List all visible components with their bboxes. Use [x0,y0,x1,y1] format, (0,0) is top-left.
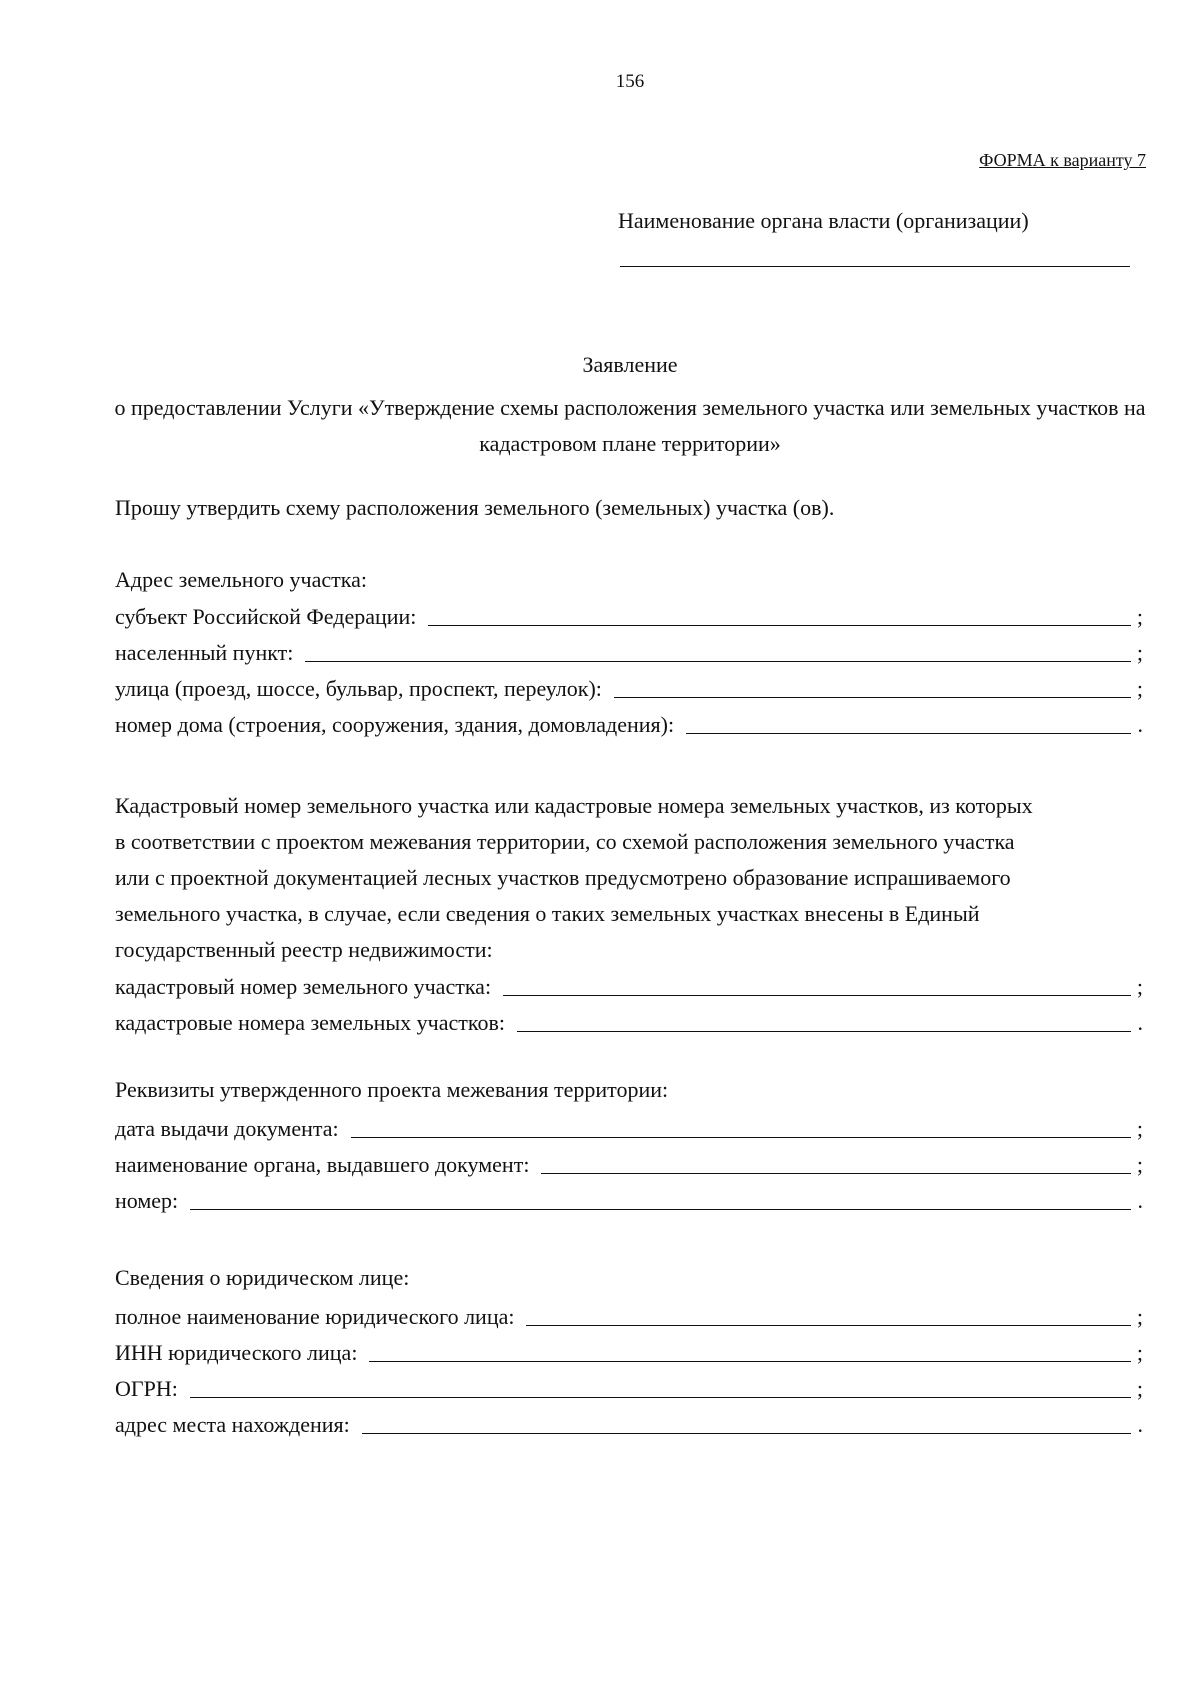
cadastral-line-4: земельного участка, в случае, если сведения о таких земельных участках внесены в Единый [115,901,980,926]
address-street-field[interactable] [614,697,1131,698]
legal-address-row [115,1406,1143,1442]
request-text: Прошу утвердить схему расположения земельного (земельных) участка (ов). [115,495,835,520]
legal-ogrn-row [115,1370,1143,1406]
address-region-end: ; [1136,604,1143,629]
legal-address-field[interactable] [362,1433,1131,1434]
project-issuer-field[interactable] [541,1173,1131,1174]
legal-address-label: адрес места нахождения: [115,1412,350,1437]
address-region-label: субъект Российской Федерации: [115,604,417,629]
cadastral-number-field[interactable] [503,995,1131,996]
project-date-field[interactable] [351,1137,1131,1138]
legal-inn-row [115,1334,1143,1370]
address-house-label: номер дома (строения, сооружения, здания, домовладения): [115,712,675,737]
legal-address-end: . [1137,1412,1143,1437]
cadastral-number-label: кадастровый номер земельного участка: [115,974,492,999]
address-street-row [115,670,1143,706]
project-number-end: . [1137,1188,1143,1213]
authority-label: Наименование органа власти (организации) [618,208,1029,233]
cadastral-line-2: в соответствии с проектом межевания территории, со схемой расположения земельного участка [115,829,1015,854]
address-house-row [115,706,1143,742]
cadastral-numbers-label: кадастровые номера земельных участков: [115,1010,505,1035]
legal-name-row [115,1298,1143,1334]
cadastral-paragraph [115,788,1145,968]
project-number-row [115,1182,1143,1218]
legal-inn-field[interactable] [369,1361,1131,1362]
address-region-field[interactable] [428,625,1131,626]
project-heading: Реквизиты утвержденного проекта межевания территории: [115,1077,669,1102]
project-issuer-row [115,1146,1143,1182]
address-heading: Адрес земельного участка: [115,567,368,592]
cadastral-line-3: или с проектной документацией лесных участков предусмотрено образование испрашиваемого [115,865,1011,890]
address-house-field[interactable] [686,733,1131,734]
project-number-field[interactable] [190,1209,1131,1210]
authority-field[interactable] [620,266,1130,267]
cadastral-number-row [115,968,1143,1004]
cadastral-number-end: ; [1136,974,1143,999]
legal-ogrn-label: ОГРН: [115,1376,178,1401]
address-street-end: ; [1136,676,1143,701]
legal-name-field[interactable] [526,1325,1131,1326]
document-subtitle: о предоставлении Услуги «Утверждение схемы расположения земельного участка или земельных участков на кадастровом плане территории» [114,395,1146,456]
address-locality-field[interactable] [305,661,1131,662]
cadastral-numbers-row [115,1004,1143,1040]
address-locality-row [115,634,1143,670]
page-number: 156 [615,71,645,92]
legal-name-label: полное наименование юридического лица: [115,1304,515,1329]
document-title: Заявление [582,352,678,377]
project-date-end: ; [1136,1116,1143,1141]
cadastral-numbers-field[interactable] [517,1031,1131,1032]
address-locality-end: ; [1136,640,1143,665]
cadastral-line-1: Кадастровый номер земельного участка или кадастровые номера земельных участков, из которых [115,793,1033,818]
project-date-row [115,1110,1143,1146]
cadastral-line-5: государственный реестр недвижимости: [115,937,493,962]
cadastral-numbers-end: . [1137,1010,1143,1035]
legal-name-end: ; [1136,1304,1143,1329]
project-issuer-label: наименование органа, выдавшего документ: [115,1152,530,1177]
project-date-label: дата выдачи документа: [115,1116,339,1141]
form-reference: ФОРМА к варианту 7 [979,150,1146,170]
legal-entity-heading: Сведения о юридическом лице: [115,1265,410,1290]
legal-ogrn-field[interactable] [190,1397,1131,1398]
address-street-label: улица (проезд, шоссе, бульвар, проспект, переулок): [115,676,602,701]
legal-inn-label: ИНН юридического лица: [115,1340,358,1365]
address-region-row [115,598,1143,634]
legal-inn-end: ; [1136,1340,1143,1365]
project-issuer-end: ; [1136,1152,1143,1177]
legal-ogrn-end: ; [1136,1376,1143,1401]
address-house-end: . [1137,712,1143,737]
address-locality-label: населенный пункт: [115,640,294,665]
project-number-label: номер: [115,1188,179,1213]
